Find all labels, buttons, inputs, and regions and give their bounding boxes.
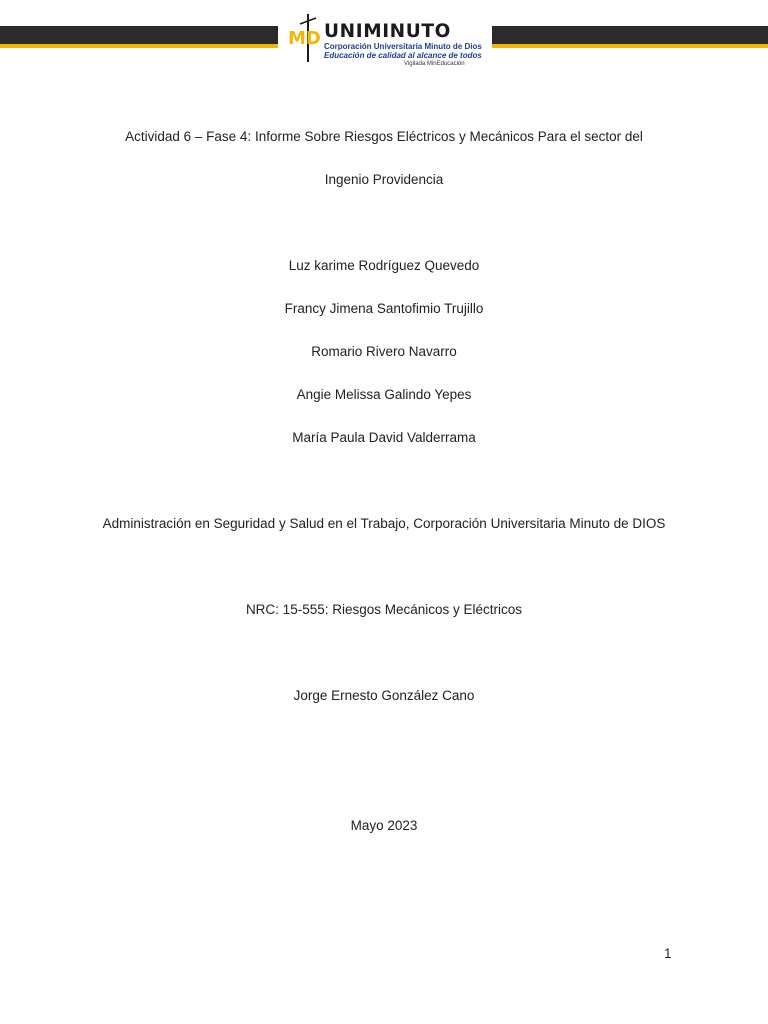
logo-subtitle: Corporación Universitaria Minuto de Dios xyxy=(324,42,482,51)
program-name: Administración en Seguridad y Salud en el Trabajo, Corporación Universitaria Minuto de DIOS xyxy=(102,516,666,531)
author-name: Luz karime Rodríguez Quevedo xyxy=(288,258,480,273)
logo-slogan: Educación de calidad al alcance de todos xyxy=(324,51,482,60)
header-band-right xyxy=(492,26,768,48)
author-name: Romario Rivero Navarro xyxy=(311,344,457,359)
author-name: Francy Jimena Santofimio Trujillo xyxy=(284,301,484,316)
document-date: Mayo 2023 xyxy=(350,818,418,833)
logo-vigilada: Vigilada MinEducación xyxy=(404,61,465,67)
logo-emblem-icon xyxy=(286,12,326,66)
professor-name: Jorge Ernesto González Cano xyxy=(293,688,475,703)
logo-initials: MD xyxy=(288,28,321,49)
page-number: 1 xyxy=(664,946,672,961)
uniminuto-logo xyxy=(286,12,486,66)
author-name: María Paula David Valderrama xyxy=(292,430,476,445)
document-title-line-1: Actividad 6 – Fase 4: Informe Sobre Riesgos Eléctricos y Mecánicos Para el sector del xyxy=(125,129,643,144)
course-name: NRC: 15-555: Riesgos Mecánicos y Eléctricos xyxy=(245,602,523,617)
author-name: Angie Melissa Galindo Yepes xyxy=(296,387,472,402)
document-title-line-2: Ingenio Providencia xyxy=(324,172,444,187)
logo-brand-name: UNIMINUTO xyxy=(324,21,451,42)
header-band-left xyxy=(0,26,278,48)
